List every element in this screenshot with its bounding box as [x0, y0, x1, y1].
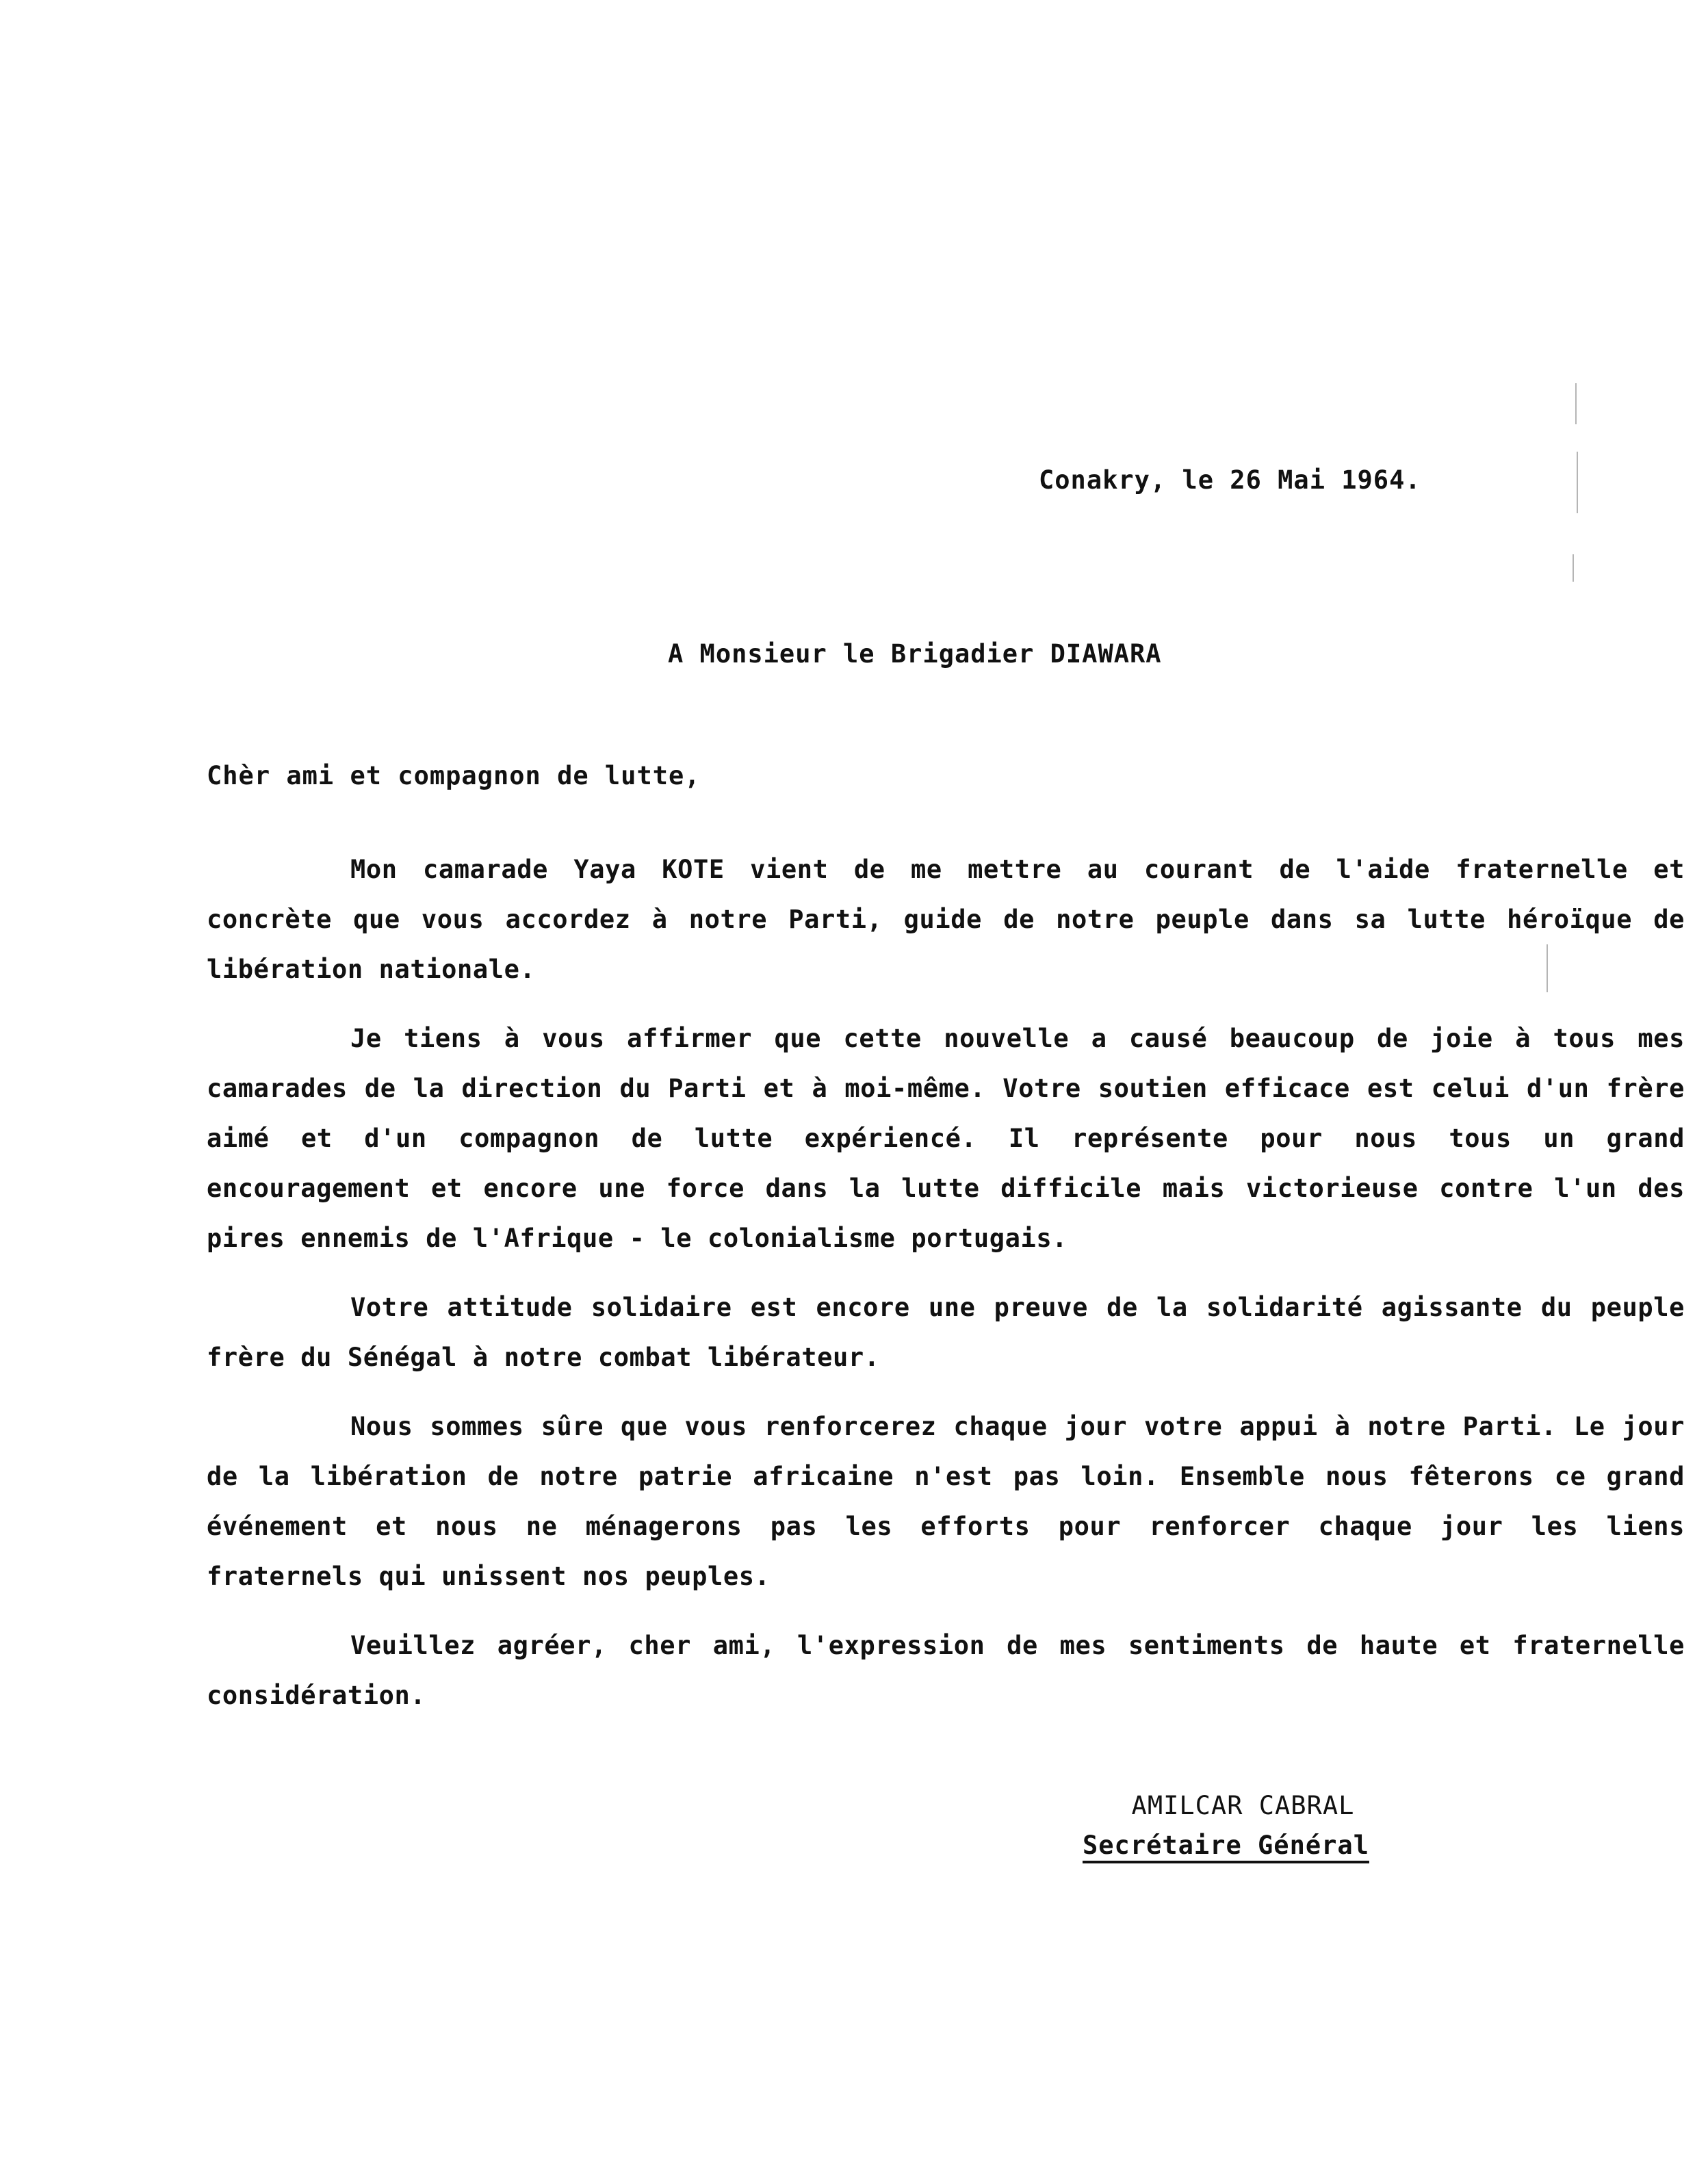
- signature-block: [1083, 1786, 1369, 1865]
- signatory-title: Secrétaire Général: [1083, 1831, 1369, 1860]
- scan-mark-2: [1577, 452, 1578, 513]
- scan-mark-1: [1575, 383, 1577, 424]
- paragraph-3: Votre attitude solidaire est encore une preuve de la solidarité agissante du peuple frère du Sénégal à notre combat libérateur.: [207, 1293, 1685, 1372]
- scan-mark-4: [1547, 944, 1548, 992]
- salutation: Chèr ami et compagnon de lutte,: [207, 761, 701, 790]
- paragraph-1: Mon camarade Yaya KOTE vient de me mettre au courant de l'aide fraternelle et concrète que vous accordez à notre Parti, guide de notre peuple dans sa lutte héroïque de libération nationale.: [207, 855, 1685, 984]
- letter-body: [207, 844, 1685, 1740]
- recipient-line: A Monsieur le Brigadier DIAWARA: [668, 639, 1162, 669]
- paragraph-2: Je tiens à vous affirmer que cette nouvelle a causé beaucoup de joie à tous mes camarades de la direction du Parti et à moi-même. Votre soutien efficace est celui d'un frère aimé et d'un compagnon de lutte expériencé. Il représente pour nous tous un grand encouragement et encore une force dans la lutte difficile mais victorieuse contre l'un des pires ennemis de l'Afrique - le colonialisme portugais.: [207, 1024, 1685, 1253]
- signatory-name: AMILCAR CABRAL: [1131, 1791, 1355, 1820]
- scan-mark-3: [1573, 554, 1574, 582]
- dateline: Conakry, le 26 Mai 1964.: [1039, 465, 1421, 495]
- paragraph-4: Nous sommes sûre que vous renforcerez chaque jour votre appui à notre Parti. Le jour de la libération de notre patrie africaine n'est pas loin. Ensemble nous fêterons ce grand événement et nous ne ménagerons pas les efforts pour renforcer chaque jour les liens fraternels qui unissent nos peuples.: [207, 1412, 1685, 1591]
- paragraph-5: Veuillez agréer, cher ami, l'expression de mes sentiments de haute et fraternelle considération.: [207, 1631, 1685, 1710]
